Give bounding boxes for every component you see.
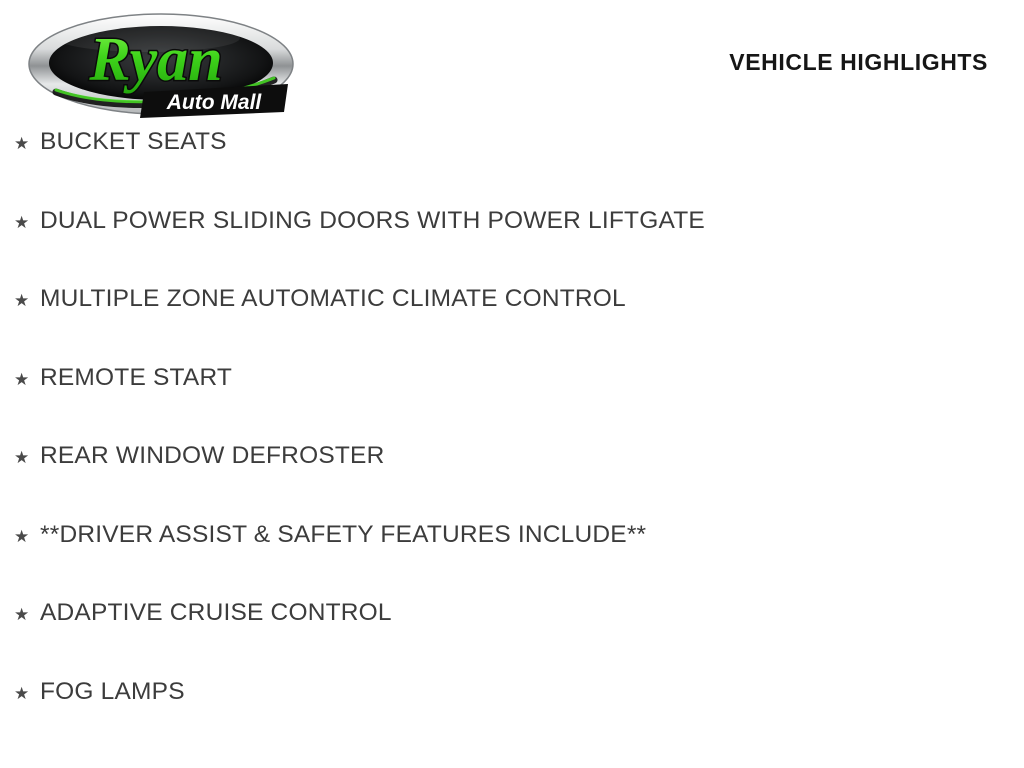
list-item xyxy=(14,363,1024,445)
list-item-label: MULTIPLE ZONE AUTOMATIC CLIMATE CONTROL xyxy=(40,285,626,312)
list-item xyxy=(14,601,1024,680)
star-icon: ★ xyxy=(14,134,30,153)
list-item xyxy=(14,677,1024,759)
star-icon: ★ xyxy=(14,291,30,310)
list-item xyxy=(14,206,1024,288)
star-icon: ★ xyxy=(14,448,30,467)
list-item-label: BUCKET SEATS xyxy=(40,128,227,155)
page-title: VEHICLE HIGHLIGHTS xyxy=(729,49,988,75)
star-icon: ★ xyxy=(14,526,30,546)
svg-text:Ryan: Ryan xyxy=(89,26,223,94)
page-header xyxy=(0,0,1024,130)
list-item xyxy=(14,130,1024,209)
list-item-label: **DRIVER ASSIST & SAFETY FEATURES INCLUDE** xyxy=(40,520,647,548)
list-item-label: FOG LAMPS xyxy=(40,677,185,705)
list-item-label: ADAPTIVE CRUISE CONTROL xyxy=(40,599,392,626)
list-item xyxy=(14,287,1024,366)
vehicle-highlights-list xyxy=(0,130,1024,758)
list-item-label: REMOTE START xyxy=(40,363,233,391)
list-item-label: REAR WINDOW DEFROSTER xyxy=(40,442,385,469)
star-icon: ★ xyxy=(14,212,30,232)
star-icon: ★ xyxy=(14,683,30,703)
list-item xyxy=(14,444,1024,523)
svg-text:Auto Mall: Auto Mall xyxy=(166,91,262,114)
star-icon: ★ xyxy=(14,369,30,389)
list-item-label: DUAL POWER SLIDING DOORS WITH POWER LIFTGATE xyxy=(40,206,705,234)
ryan-auto-mall-logo xyxy=(16,8,306,126)
list-item xyxy=(14,520,1024,602)
star-icon: ★ xyxy=(14,605,30,624)
